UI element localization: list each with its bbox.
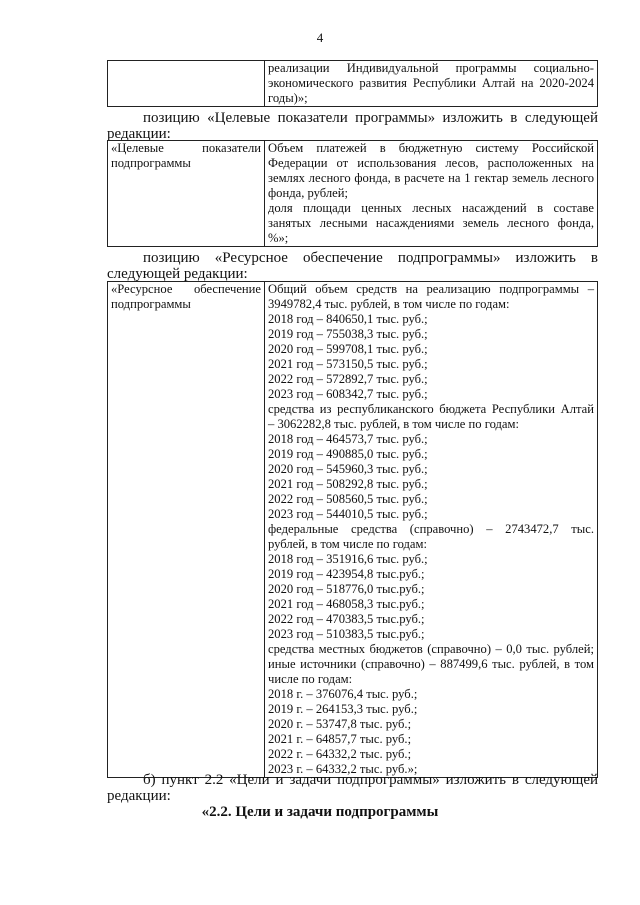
text-line: 2021 год – 468058,3 тыс.руб.; [268,597,425,611]
text-line: 2020 год – 545960,3 тыс. руб.; [268,462,428,476]
text-line: реализации Индивидуальной программы социально- [268,61,594,75]
table-cell-right [265,141,598,247]
table-continuation [107,60,598,107]
text-line: 2019 год – 755038,3 тыс. руб.; [268,327,428,341]
text-line: 2019 г. – 264153,3 тыс. руб.; [268,702,418,716]
text-line: экономического развития Республики Алтай на 2020-2024 [268,76,594,90]
text-line: 2022 год – 470383,5 тыс.руб.; [268,612,425,626]
text-line: годы)»; [268,91,308,105]
text-line: 2021 г. – 64857,7 тыс. руб.; [268,732,412,746]
paragraph-item-2-2 [107,772,598,804]
text-line: 2018 год – 464573,7 тыс. руб.; [268,432,428,446]
text-line: 2020 год – 518776,0 тыс.руб.; [268,582,425,596]
table-row [108,282,598,778]
text-line: 2020 год – 599708,1 тыс. руб.; [268,342,428,356]
text-line: Федерации от использования лесов, расположенных на [268,156,594,170]
text-line: занятых лесными насаждениями земель лесного фонда, [268,216,594,230]
text-line: 2018 год – 840650,1 тыс. руб.; [268,312,428,326]
text-line: фонда, рублей; [268,186,348,200]
text-line: следующей редакции: [107,266,248,282]
text-line: 2021 год – 573150,5 тыс. руб.; [268,357,428,371]
text-line: числе по годам: [268,672,353,686]
text-line: Объем платежей в бюджетную систему Российской [268,141,594,155]
text-line: 2020 г. – 53747,8 тыс. руб.; [268,717,412,731]
paragraph-resource-support [107,250,598,282]
text-line: 2023 г. – 64332,2 тыс. руб.»; [268,762,418,776]
text-line: позицию «Целевые показатели программы» изложить в следующей [143,110,598,126]
text-line: 2022 год – 572892,7 тыс. руб.; [268,372,428,386]
text-line: 2018 г. – 376076,4 тыс. руб.; [268,687,418,701]
table-cell-left: «Ресурсное обеспечение подпрограммы [108,282,265,778]
text-line: федеральные средства (справочно) – 2743472,7 тыс. [268,522,594,536]
section-heading: «2.2. Цели и задачи подпрограммы [201,804,439,820]
text-line: рублей, в том числе по годам: [268,537,427,551]
text-line: 2023 год – 510383,5 тыс.руб.; [268,627,425,641]
text-line: б) пункт 2.2 «Цели и задачи подпрограммы» изложить в следующей [143,772,598,788]
text-line: 2023 год – 608342,7 тыс. руб.; [268,387,428,401]
table-cell-right [265,61,598,107]
text-line: %»; [268,231,289,245]
text-line: 2022 год – 508560,5 тыс. руб.; [268,492,428,506]
table-resource-support [107,281,598,778]
text-line: Общий объем средств на реализацию подпрограммы – [268,282,594,296]
paragraph-target-indicators [107,110,598,142]
page-number: 4 [316,30,324,45]
text-line: 2023 год – 544010,5 тыс. руб.; [268,507,428,521]
text-line: 2022 г. – 64332,2 тыс. руб.; [268,747,412,761]
text-line: доля площади ценных лесных насаждений в составе [268,201,594,215]
text-line: – 3062282,8 тыс. рублей, в том числе по годам: [268,417,519,431]
text-line: средства местных бюджетов (справочно) – 0,0 тыс. рублей; [268,642,594,656]
table-cell-left: «Целевые показатели подпрограммы [108,141,265,247]
table-target-indicators [107,140,598,247]
text-line: 2021 год – 508292,8 тыс. руб.; [268,477,428,491]
text-line: редакции: [107,788,171,804]
table-row [108,61,598,107]
text-line: средства из республиканского бюджета Республики Алтай [268,402,594,416]
table-cell-left [108,61,265,107]
table-cell-right [265,282,598,778]
text-line: 2018 год – 351916,6 тыс. руб.; [268,552,428,566]
text-line: 2019 год – 490885,0 тыс. руб.; [268,447,428,461]
text-line: 3949782,4 тыс. рублей, в том числе по годам: [268,297,510,311]
text-line: редакции: [107,126,171,142]
text-line: землях лесного фонда, в расчете на 1 гектар земель лесного [268,171,594,185]
text-line: позицию «Ресурсное обеспечение подпрограммы» изложить в [143,250,598,266]
table-row [108,141,598,247]
text-line: 2019 год – 423954,8 тыс.руб.; [268,567,425,581]
text-line: иные источники (справочно) – 887499,6 тыс. рублей, в том [268,657,594,671]
